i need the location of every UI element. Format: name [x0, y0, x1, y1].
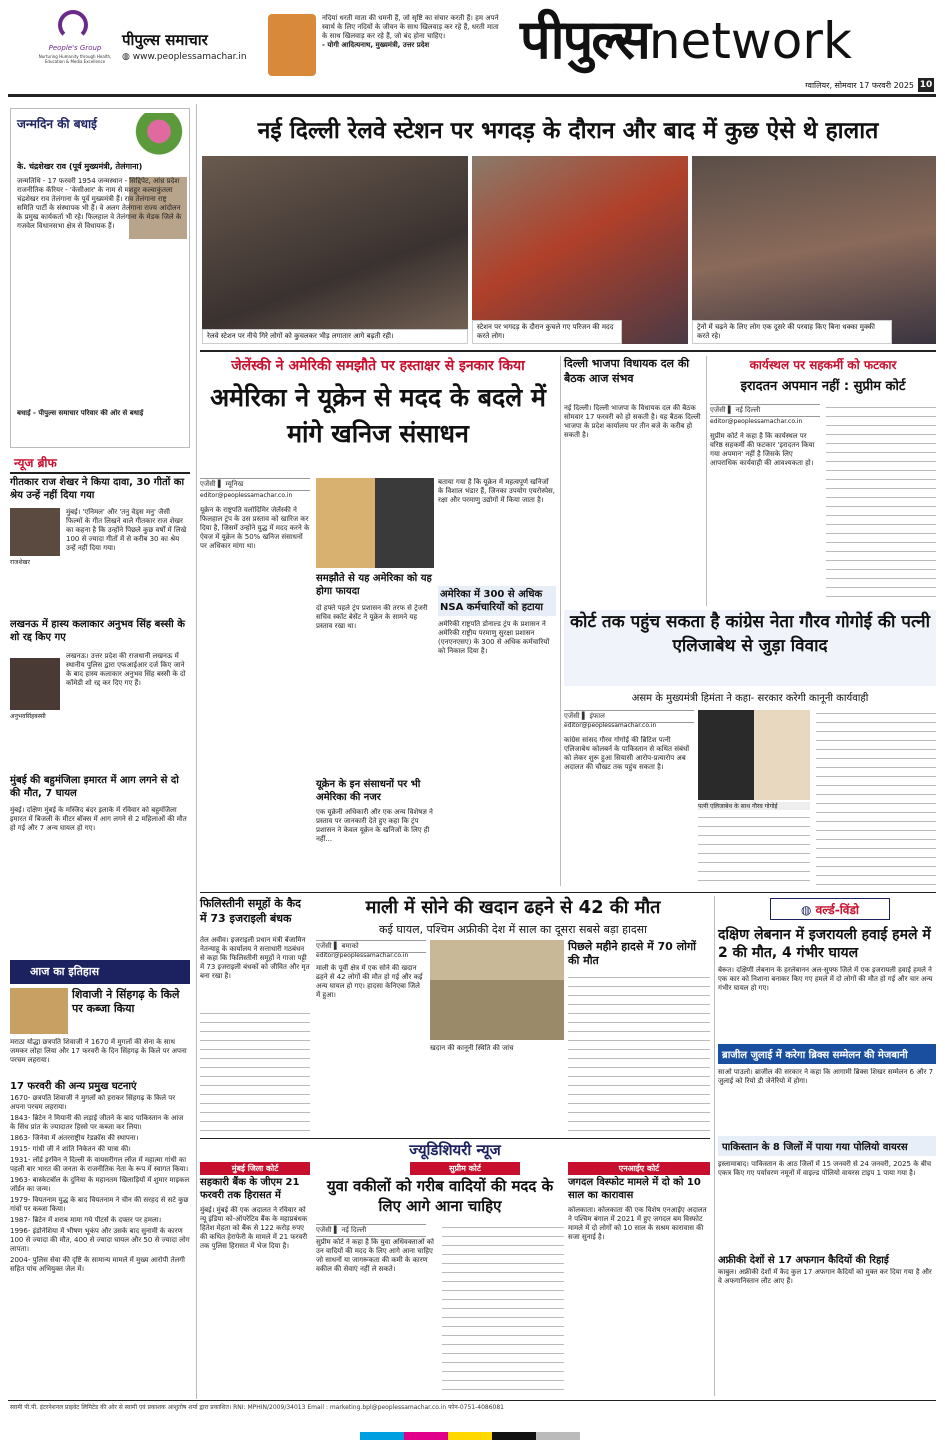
photo-3-caption: ट्रेनों में चढ़ने के लिए लोग एक दूसरे की परवाह किए बिना धक्का मुक्की करते रहे।	[692, 320, 892, 344]
globe-icon: ◍	[800, 903, 816, 917]
ukraine-headline: अमेरिका ने यूक्रेन से मदद के बदले में मांगे खनिज संसाधन	[210, 383, 546, 448]
gogoi-col-2	[698, 814, 810, 886]
ukraine-byline: एजेंसी ▌ म्यूनिख	[200, 478, 310, 491]
title-hindi: पीपुल्स	[520, 8, 649, 71]
birthday-box	[10, 108, 190, 448]
sc-body: सुप्रीम कोर्ट ने कहा है कि कार्यस्थल पर वरिष्ठ सहकर्मी की फटकार 'इरादतन किया गया अपमान' नहीं है जिसके लिए आपराधिक कार्यवाही की आवश्यकता हो।	[710, 432, 815, 467]
cm-portrait	[268, 14, 316, 76]
mali-mine-photo	[430, 940, 564, 1040]
footer-rule	[8, 1400, 936, 1401]
palestine-col-1	[200, 1010, 310, 1136]
brief-item-3	[10, 774, 190, 954]
history-event: 2004- पुलिस सेवा की दृष्टि के सामान्य मामले में मुख्य आरोपी तेलगी सहित पांच अभियुक्त जेल में।	[10, 1256, 185, 1273]
quote-text: नदियां धरती माता की धमनी हैं, जो सृष्टि का संचार करती हैं। हम अपने स्वार्थ के लिए नदियों के जीवन के साथ खिलवाड़ कर रहे हैं, धरती माता के साथ खिलवाड़ कर रहे हैं, जो बंद होना चाहिए।	[322, 14, 499, 40]
brief-3-body: मुंबई। दक्षिण मुंबई के मस्जिद बंदर इलाके में रविवार को बहुमंजिला इमारत में बिजली के मीटर बॉक्स में आग लगने से 2 महिलाओं की मौत हो गई और 7 अन्य घायल हो गए।	[10, 806, 187, 832]
world-item-4-body: काबुल। अफ्रीकी देशों में कैद कुल 17 अफगान कैदियों को मुक्त कर दिया गया है और वे अफगानिस्तान लौट आए हैं।	[718, 1268, 932, 1285]
history-label: आज का इतिहास	[30, 965, 100, 978]
brief-1-body: मुंबई। 'एनिमल' और 'तनु वेड्स मनु' जैसी फिल्मों के गीत लिखने वाले गीतकार राज शेखर का कहना है कि उन्होंने पिछले कुछ वर्षों में लिखे 100 से ज्यादा गीतों में से करीब 30 का श्रेय उन्हें नहीं दिया गया।	[66, 508, 187, 552]
stampede-photo-2	[472, 156, 688, 344]
mali-email[interactable]: editor@peoplessamachar.co.in	[316, 952, 409, 959]
delhi-bjp-headline: दिल्ली भाजपा विधायक दल की बैठक आज संभव	[564, 357, 690, 385]
col-divider	[706, 356, 707, 606]
ukraine-subhead-1: समझौते से यह अमेरिका को यह होगा फायदा	[316, 573, 432, 597]
birthday-name: के. चंद्रशेखर राव (पूर्व मुख्यमंत्री, तेलंगाना)	[17, 162, 143, 171]
sc-email[interactable]: editor@peoplessamachar.co.in	[710, 418, 803, 425]
birthday-footer: बधाई - पीपुल्स समाचार परिवार की ओर से बधाई	[17, 409, 144, 417]
world-item-4-headline: अफ्रीकी देशों से 17 अफगान कैदियों की रिहाई	[718, 1255, 889, 1266]
col-divider	[560, 356, 561, 886]
mali-photo-caption: खदान की कानूनी स्थिति की जांच	[430, 1044, 514, 1052]
sc-lawyers-byline: एजेंसी ▌ नई दिल्ली	[316, 1224, 426, 1237]
ukraine-kicker: जेलेंस्की ने अमेरिकी समझौते पर हस्ताक्षर से इनकार किया	[231, 358, 525, 374]
brief-2-caption: अनुभवसिंहबस्सी	[10, 713, 46, 720]
quote-box	[322, 14, 502, 72]
footer-phone: फोन-0751-4086081	[448, 1404, 505, 1411]
nsa-headline: अमेरिका में 300 से अधिक NSA कर्मचारियों को हटाया	[438, 586, 556, 616]
news-brief-label: न्यूज ब्रीफ	[14, 456, 57, 470]
ukraine-subhead-2: यूक्रेन के इन संसाधनों पर भी अमेरिका की नजर	[316, 779, 421, 803]
page-number: 10	[919, 80, 933, 90]
gogoi-email[interactable]: editor@peoplessamachar.co.in	[564, 722, 657, 729]
brief-item-1	[10, 476, 190, 614]
photo-1-caption: रेलवे स्टेशन पर नीचे गिरे लोगों को कुचलकर भीड़ लगातार आगे बढ़ती रही।	[202, 329, 468, 344]
history-event: 1915- गांधी जी ने शांति निकेतन की यात्रा की।	[10, 1145, 131, 1153]
group-name: People's Group	[48, 44, 102, 52]
mali-side-body	[568, 974, 710, 1136]
mali-body: माली के पूर्वी क्षेत्र में एक सोने की खदान ढहने से 42 लोगों की मौत हो गई और कई अन्य घायल हो गए। हादसा केनिएबा जिले में हुआ।	[316, 964, 423, 999]
left-column-divider	[196, 104, 197, 1399]
mali-headline: माली में सोने की खदान ढहने से 42 की मौत	[365, 897, 661, 918]
brief-1-caption: राजशेखर	[10, 559, 30, 566]
section-rule	[200, 1138, 710, 1139]
title-english: network	[648, 12, 852, 70]
bank-body: मुंबई। मुंबई की एक अदालत ने रविवार को न्यू इंडिया को-ऑपरेटिव बैंक के महाप्रबंधक हितेश मेहता को बैंक से 122 करोड़ रुपए की कथित हेराफेरी के मामले में 21 फरवरी तक पुलिस हिरासत में भेज दिया है।	[200, 1206, 308, 1250]
brief-item-2	[10, 618, 190, 770]
group-logo-icon	[58, 10, 88, 40]
ukraine-sub1-body: दो हफ्ते पहले ट्रंप प्रशासन की तरफ से ट्रेजरी सचिव स्कॉट बेसेंट ने यूक्रेन के सामने यह प्रस्ताव रखा था।	[316, 604, 428, 630]
brief-2-headline: लखनऊ में हास्य कलाकार अनुभव सिंह बस्सी के शो रद्द किए गए	[10, 619, 185, 643]
peoples-group-logo	[30, 10, 120, 70]
mali-side-headline: पिछले महीने हादसे में 70 लोगों की मौत	[568, 940, 696, 967]
palestine-headline: फिलिस्तीनी समूहों के कैद में 73 इजराइली बंधक	[200, 897, 301, 925]
world-window-label: वर्ल्ड-विंडो	[815, 903, 860, 917]
stampede-photo-1	[202, 156, 468, 344]
history-headline: शिवाजी ने सिंहगढ़ के किले पर कब्जा किया	[72, 988, 180, 1015]
quote-author: - योगी आदित्यनाथ, मुख्यमंत्री, उत्तर प्रदेश	[322, 41, 430, 49]
photo-2-caption: स्टेशन पर भगदड़ के दौरान कुचले गए परिजन की मदद करते लोग।	[472, 320, 622, 344]
world-item-2-body: साओ पाउलो। ब्राजील की सरकार ने कहा कि आगामी ब्रिक्स शिखर सम्मेलन 6 और 7 जुलाई को रियो डी जेनेरियो में होगा।	[718, 1068, 934, 1085]
brief-1-headline: गीतकार राज शेखर ने किया दावा, 30 गीतों का श्रेय उन्हें नहीं दिया गया	[10, 477, 185, 501]
masthead-rule	[8, 94, 936, 97]
nia-tag: एनआईए कोर्ट	[568, 1162, 710, 1175]
delhi-bjp-body: नई दिल्ली। दिल्ली भाजपा के विधायक दल की बैठक सोमवार 17 फरवरी को हो सकती है। यह बैठक दिल्ली भाजपा के प्रदेश कार्यालय पर तीन बजे के करीब हो सकती है।	[564, 404, 701, 439]
shivaji-image	[10, 988, 68, 1034]
history-events	[10, 1094, 190, 1394]
mali-byline: एजेंसी ▌ बमाको	[316, 940, 426, 953]
history-event: 1996- इंडोनेशिया में भीषण भूकंप और उसके बाद सुनामी के कारण 100 से ज्यादा की मौत, 400 से ज्यादा घायल और 50 से ज्यादा लोग लापता।	[10, 1227, 190, 1253]
globe-icon: ◍	[122, 52, 133, 62]
brief-3-headline: मुंबई की बहुमंजिला इमारत में आग लगने से दो की मौत, 7 घायल	[10, 775, 179, 799]
brand-name: पीपुल्स समाचार	[122, 31, 208, 49]
history-event: 1979- वियतनाम युद्ध के बाद वियतनाम ने चीन की सरहद से सटे कुछ गांवों पर कब्जा किया।	[10, 1196, 189, 1213]
stampede-photo-3	[692, 156, 936, 344]
nsa-body: अमेरिकी राष्ट्रपति डोनाल्ड ट्रंप के प्रशासन ने अमेरिकी राष्ट्रीय परमाणु सुरक्षा प्रशासन (एनएनएसए) के 300 से अधिक कर्मचारियों को निकाल दिया है।	[438, 620, 550, 655]
sc-lawyers-body: सुप्रीम कोर्ट ने कहा है कि युवा अधिवक्ताओं को उन वादियों की मदद के लिए आगे आना चाहिए जो साधनों या जागरूकता की कमी के कारण वकील की सेवाएं नहीं ले सकते।	[316, 1238, 434, 1273]
history-event: 1963- बास्केटबॉल के दुनिया के महानतम खिलाड़ियों में शुमार माइकल जॉर्डन का जन्म।	[10, 1176, 190, 1193]
gogoi-subhead: असम के मुख्यमंत्री हिमंता ने कहा- सरकार करेगी कानूनी कार्यवाही	[631, 693, 869, 704]
bank-headline: सहकारी बैंक के जीएम 21 फरवरी तक हिरासत में	[200, 1177, 300, 1201]
sc-byline: एजेंसी ▌ नई दिल्ली	[710, 404, 820, 417]
top-story-rule	[200, 350, 936, 352]
footer-imprint: स्वामी पी.पी. इंटरनेशनल प्राइवेट लिमिटेड की ओर से स्वामी एवं प्रकाशक आशुतोष शर्मा द्वारा प्रकाशित। RNI: MPHIN/2009/34013	[10, 1404, 306, 1411]
website-row	[122, 52, 272, 62]
col-divider	[714, 896, 715, 1396]
gogoi-photo-caption: पत्नी एलिजाबेथ के साथ गौरव गोगोई	[698, 802, 810, 810]
brief-2-body: लखनऊ। उत्तर प्रदेश की राजधानी लखनऊ में स्थानीय पुलिस द्वारा एफआईआर दर्ज किए जाने के बाद हास्य कलाकार अनुभव सिंह बस्सी के दो कॉमेडी शो रद्द कर दिए गए हैं।	[66, 652, 186, 687]
world-item-3-bar	[718, 1136, 936, 1156]
color-registration-strip	[360, 1432, 580, 1440]
ukraine-email[interactable]: editor@peoplessamachar.co.in	[200, 492, 293, 499]
world-item-1-body: बेरूत। दक्षिणी लेबनान के हरलेबानन अल-सुफ्फ जिले में एक इजरायली हवाई हमले ने एक कार को निशाना बनाकर किए गए हमले में दो लोगों की मौत हो गई और चार अन्य गंभीर घायल हो गए।	[718, 966, 933, 992]
footer	[10, 1404, 936, 1432]
gogoi-headline: कोर्ट तक पहुंच सकता है कांग्रेस नेता गौरव गोगोई की पत्नी एलिजाबेथ से जुड़ा विवाद	[564, 610, 936, 686]
gogoi-byline: एजेंसी ▌ इंफाल	[564, 710, 694, 723]
birthday-header: जन्मदिन की बधाई	[17, 117, 97, 131]
trump-zelensky-photo	[316, 478, 434, 568]
gogoi-col-3	[816, 710, 936, 886]
nia-body: कोलकाता। कोलकाता की एक विशेष एनआईए अदालत ने पश्चिम बंगाल में 2021 में हुए जगदल बम विस्फोट मामले में दो लोगों को 10 साल के सश्रम कारावास की सजा सुनाई है।	[568, 1206, 707, 1241]
sc-lawyers-col-2	[442, 1224, 564, 1396]
world-item-2-headline: ब्राजील जुलाई में करेगा ब्रिक्स सम्मेलन की मेजबानी	[722, 1050, 908, 1061]
history-event: 1987- ब्रिटेन में शराब मामा गये पीटर्स के दफ्तर पर हमला।	[10, 1216, 162, 1224]
ukraine-body-1: यूक्रेन के राष्ट्रपति वलोदिमिर जेलेंस्की ने फिलहाल ट्रंप के उस प्रस्ताव को खारिज कर दिया है, जिसमें उन्होंने युद्ध में मदद करने के ऐवज में यूक्रेन के 50% खनिज संसाधनों पर अधिकार मांगा था।	[200, 506, 310, 550]
footer-email[interactable]: Email : marketing.bpl@peoplessamachar.co.in	[307, 1404, 447, 1411]
world-window-badge	[770, 898, 890, 920]
sc-tag: सुप्रीम कोर्ट	[410, 1162, 520, 1175]
section-rule	[200, 892, 936, 893]
mali-subhead: कई घायल, पश्चिम अफ्रीकी देश में साल का दूसरा सबसे बड़ा हादसा	[379, 923, 647, 936]
news-brief-rule	[10, 472, 190, 474]
judiciary-label: ज्यूडिशियरी न्यूज	[409, 1141, 501, 1159]
world-item-2-bar	[718, 1044, 936, 1064]
history-event: 1931- लॉर्ड इरविन ने दिल्ली के वायसरीगल लॉज में महात्मा गांधी का पहली बार भारत की जनता के राजनीतिक नेता के रूप में स्वागत किया।	[10, 1156, 189, 1173]
bank-tag: मुंबई जिला कोर्ट	[200, 1162, 310, 1175]
sc-headline: इरादतन अपमान नहीं : सुप्रीम कोर्ट	[740, 379, 906, 394]
history-list-title: 17 फरवरी की अन्य प्रमुख घटनाएं	[10, 1081, 137, 1092]
history-event: 1670- छत्रपति शिवाजी ने मुगलों को हराकर सिंहगढ़ के किले पर अपना परचम लहराया।	[10, 1094, 176, 1111]
ukraine-sub2-body: एक यूक्रेनी अधिकारी और एक अन्य विशेषज्ञ ने प्रस्ताव पर जानकारी देते हुए कहा कि ट्रंप प्रशासन ने केवल यूक्रेन के खनिजों के लिए ही नहीं...	[316, 808, 433, 843]
website-link[interactable]: www.peoplessamachar.in	[132, 52, 247, 62]
flower-bouquet-icon	[133, 113, 185, 159]
palestine-body: तेल अवीव। इजराइली प्रधान मंत्री बेंजामिन नेतन्याहू के कार्यालय ने सत्ताधारी गठबंधन से कहा कि फिलिस्तीनी समूहों ने गाजा पट्टी में 73 इजराइली बंधकों को जीवित और मृत बना रखा है।	[200, 936, 310, 980]
world-item-3-body: इस्लामाबाद। पाकिस्तान के आठ जिलों में 15 जनवरी से 24 जनवरी, 2025 के बीच एकत्र किए गए पर्यावरण नमूनों में वाइल्ड पोलियो वायरस टाइप 1 पाया गया है।	[718, 1160, 932, 1177]
gogoi-body: कांग्रेस सांसद गौरव गोगोई की ब्रिटिश पत्नी एलिजाबेथ कोलबर्न के पाकिस्तान से कथित संबंधों को लेकर शुरू हुआ सियासी आरोप-प्रत्यारोप अब अदालत की चौखट तक पहुंच सकता है।	[564, 736, 690, 771]
world-item-3-headline: पाकिस्तान के 8 जिलों में पाया गया पोलियो वायरस	[722, 1142, 908, 1153]
history-label-bar	[10, 960, 190, 984]
dateline: ग्वालियर, सोमवार 17 फरवरी 2025	[805, 81, 914, 90]
group-tagline: Nurturing Humanity through Health, Education & Media Excellence	[38, 54, 112, 64]
sc-body-continued	[826, 404, 936, 604]
sc-kicker: कार्यस्थल पर सहकर्मी को फटकार	[749, 358, 897, 372]
gogoi-photo	[698, 710, 810, 800]
sc-lawyers-headline: युवा वकीलों को गरीब वादियों की मदद के लिए आगे आना चाहिए	[326, 1177, 554, 1215]
bassi-photo	[10, 658, 60, 710]
history-event: 1863- जिनेवा में अंतरराष्ट्रीय रेडक्रॉस की स्थापना।	[10, 1134, 139, 1142]
top-story-headline: नई दिल्ली रेलवे स्टेशन पर भगदड़ के दौरान और बाद में कुछ ऐसे थे हालात	[257, 118, 879, 144]
rajshekhar-photo	[10, 508, 60, 556]
world-item-1-headline: दक्षिण लेबनान में इजरायली हवाई हमले में 2 की मौत, 4 गंभीर घायल	[718, 927, 931, 961]
ukraine-body-2: बताया गया है कि यूक्रेन में महत्वपूर्ण खनिजों के विशाल भंडार हैं, जिनका उपयोग एयरोस्पेस, रक्षा और परमाणु उद्योगों में किया जाता है।	[438, 478, 556, 504]
history-event: 1843- ब्रिटेन ने मियानी की लड़ाई जीतने के बाद पाकिस्तान के आज के सिंध प्रांत के ज्यादातर हिस्से पर कब्जा कर लिया।	[10, 1114, 184, 1131]
nia-headline: जगदल विस्फोट मामले में दो को 10 साल का कारावास	[568, 1177, 701, 1201]
history-body: मराठा योद्धा छत्रपति शिवाजी ने 1670 में मुगलों की सेना के साथ जमकर लोहा लिया और 17 फरवरी के दिन सिंहगढ़ के किले पर अपना परचम लहराया।	[10, 1038, 187, 1064]
birthday-body: जन्मतिथि - 17 फरवरी 1954 जन्मस्थान - सिद्दिपेट, आंध्र प्रदेश राजनीतिक कॅरियर - 'केसीआर' के नाम से मशहूर कल्वाकुंतला चंद्रशेखर राव तेलंगाना के पूर्व मुख्यमंत्री हैं। राव तेलंगाना राष्ट्र समिति पार्टी के संस्थापक भी हैं। वे अलग तेलंगाना राज्य आंदोलन के प्रमुख कार्यकर्ता भी रहे। फिलहाल वे तेलंगाना के मेडक जिले के गजवेल विधानसभा क्षेत्र से विधायक हैं।	[17, 177, 182, 230]
title-block	[520, 8, 940, 72]
